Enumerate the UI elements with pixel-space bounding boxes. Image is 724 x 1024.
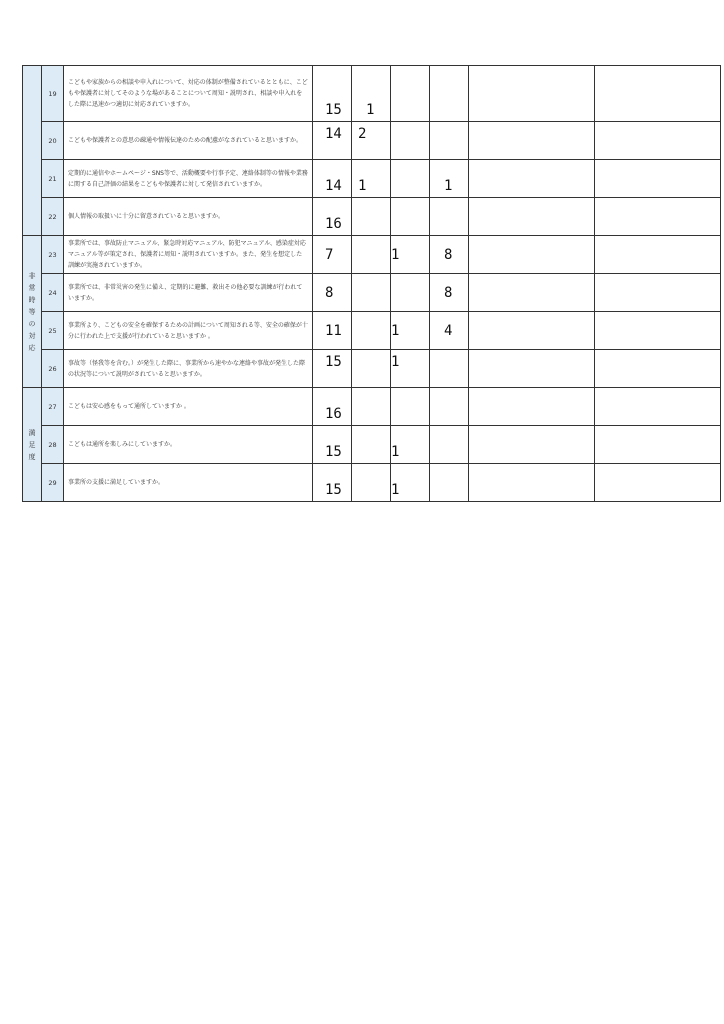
table-row xyxy=(23,66,721,122)
question-text: 事業所より、こどもの安全を確保するための計画について周知される等、安全の確保が十分に行われた上で支援が行われていると思いますか 。 xyxy=(64,312,313,350)
answer-neutral-count xyxy=(352,388,391,426)
answer-no-count xyxy=(391,388,430,426)
comment-cell xyxy=(469,464,595,502)
answer-yes-count: 15 xyxy=(313,66,352,122)
answer-unknown-count xyxy=(430,198,469,236)
category-label-satisfaction: 満足度 xyxy=(28,428,36,461)
comment-cell xyxy=(469,274,595,312)
question-number: 22 xyxy=(42,198,64,236)
question-text: 事業所では、非常災害の発生に備え、定期的に避難、救出その他必要な訓練が行われていますか。 xyxy=(64,274,313,312)
answer-neutral-count: 1 xyxy=(352,66,391,122)
question-number: 24 xyxy=(42,274,64,312)
comment-cell xyxy=(469,198,595,236)
question-text: 事業所の支援に満足していますか。 xyxy=(64,464,313,502)
response-cell xyxy=(595,236,721,274)
response-cell xyxy=(595,160,721,198)
response-cell xyxy=(595,350,721,388)
answer-neutral-count: 1 xyxy=(352,160,391,198)
answer-neutral-count xyxy=(352,312,391,350)
comment-cell xyxy=(469,122,595,160)
question-number: 26 xyxy=(42,350,64,388)
response-cell xyxy=(595,388,721,426)
answer-unknown-count xyxy=(430,66,469,122)
answer-no-count: 1 xyxy=(391,426,430,464)
table-row xyxy=(23,198,721,236)
answer-unknown-count xyxy=(430,464,469,502)
answer-yes-count: 7 xyxy=(313,236,352,274)
table-row xyxy=(23,426,721,464)
answer-yes-count: 11 xyxy=(313,312,352,350)
question-number: 27 xyxy=(42,388,64,426)
answer-no-count xyxy=(391,160,430,198)
comment-cell xyxy=(469,350,595,388)
question-text: こどもや家族からの相談や申入れについて、対応の体制が整備されているとともに、こどもや保護者に対してそのような場があることについて周知・説明され、相談や申入れをした際に迅速かつ適切に対応されていますか。 xyxy=(64,66,313,122)
category-cell-communication xyxy=(23,66,42,236)
question-number: 19 xyxy=(42,66,64,122)
response-cell xyxy=(595,66,721,122)
response-cell xyxy=(595,464,721,502)
answer-unknown-count xyxy=(430,426,469,464)
question-text: こどもや保護者との意思の疎通や情報伝達のための配慮がなされていると思いますか。 xyxy=(64,122,313,160)
answer-unknown-count xyxy=(430,350,469,388)
question-text: 定期的に通信やホームページ・SNS等で、活動概要や行事予定、連絡体制等の情報や業務に関する自己評価の結果をこどもや保護者に対して発信されていますか。 xyxy=(64,160,313,198)
table-row xyxy=(23,350,721,388)
response-cell xyxy=(595,198,721,236)
comment-cell xyxy=(469,426,595,464)
comment-cell xyxy=(469,66,595,122)
table-row xyxy=(23,274,721,312)
survey-results-table xyxy=(22,65,721,502)
response-cell xyxy=(595,274,721,312)
answer-unknown-count: 8 xyxy=(430,236,469,274)
answer-unknown-count: 1 xyxy=(430,160,469,198)
question-text: 事故等（怪我等を含む。）が発生した際に、事業所から速やかな連絡や事故が発生した際の状況等について説明がされていると思いますか。 xyxy=(64,350,313,388)
answer-unknown-count xyxy=(430,388,469,426)
answer-yes-count: 15 xyxy=(313,426,352,464)
comment-cell xyxy=(469,312,595,350)
answer-neutral-count xyxy=(352,274,391,312)
table-row xyxy=(23,160,721,198)
answer-no-count xyxy=(391,274,430,312)
category-cell-satisfaction xyxy=(23,388,42,502)
question-number: 23 xyxy=(42,236,64,274)
table-row xyxy=(23,388,721,426)
answer-neutral-count: 2 xyxy=(352,122,391,160)
question-number: 29 xyxy=(42,464,64,502)
question-text: 個人情報の取扱いに十分に留意されていると思いますか。 xyxy=(64,198,313,236)
answer-yes-count: 15 xyxy=(313,464,352,502)
category-cell-emergency xyxy=(23,236,42,388)
question-text: 事業所では、事故防止マニュアル、緊急時対応マニュアル、防犯マニュアル、感染症対応マニュアル等が策定され、保護者に周知・説明されていますか。また、発生を想定した訓練が実施されていますか。 xyxy=(64,236,313,274)
comment-cell xyxy=(469,236,595,274)
answer-yes-count: 15 xyxy=(313,350,352,388)
answer-unknown-count: 8 xyxy=(430,274,469,312)
answer-unknown-count: 4 xyxy=(430,312,469,350)
answer-no-count xyxy=(391,122,430,160)
answer-neutral-count xyxy=(352,236,391,274)
question-number: 28 xyxy=(42,426,64,464)
table-row xyxy=(23,464,721,502)
comment-cell xyxy=(469,160,595,198)
answer-neutral-count xyxy=(352,350,391,388)
question-text: こどもは通所を楽しみにしていますか。 xyxy=(64,426,313,464)
question-number: 21 xyxy=(42,160,64,198)
comment-cell xyxy=(469,388,595,426)
response-cell xyxy=(595,122,721,160)
answer-no-count xyxy=(391,198,430,236)
question-number: 25 xyxy=(42,312,64,350)
response-cell xyxy=(595,426,721,464)
answer-no-count xyxy=(391,66,430,122)
table-row xyxy=(23,312,721,350)
category-label-emergency: 非常時等の対応 xyxy=(28,271,36,352)
response-cell xyxy=(595,312,721,350)
table-row xyxy=(23,122,721,160)
answer-yes-count: 8 xyxy=(313,274,352,312)
answer-yes-count: 16 xyxy=(313,198,352,236)
answer-no-count: 1 xyxy=(391,464,430,502)
answer-neutral-count xyxy=(352,426,391,464)
answer-yes-count: 16 xyxy=(313,388,352,426)
answer-yes-count: 14 xyxy=(313,122,352,160)
answer-no-count: 1 xyxy=(391,312,430,350)
question-text: こどもは安心感をもって通所していますか 。 xyxy=(64,388,313,426)
answer-no-count: 1 xyxy=(391,350,430,388)
question-number: 20 xyxy=(42,122,64,160)
table-row xyxy=(23,236,721,274)
answer-unknown-count xyxy=(430,122,469,160)
answer-neutral-count xyxy=(352,464,391,502)
answer-no-count: 1 xyxy=(391,236,430,274)
answer-neutral-count xyxy=(352,198,391,236)
answer-yes-count: 14 xyxy=(313,160,352,198)
